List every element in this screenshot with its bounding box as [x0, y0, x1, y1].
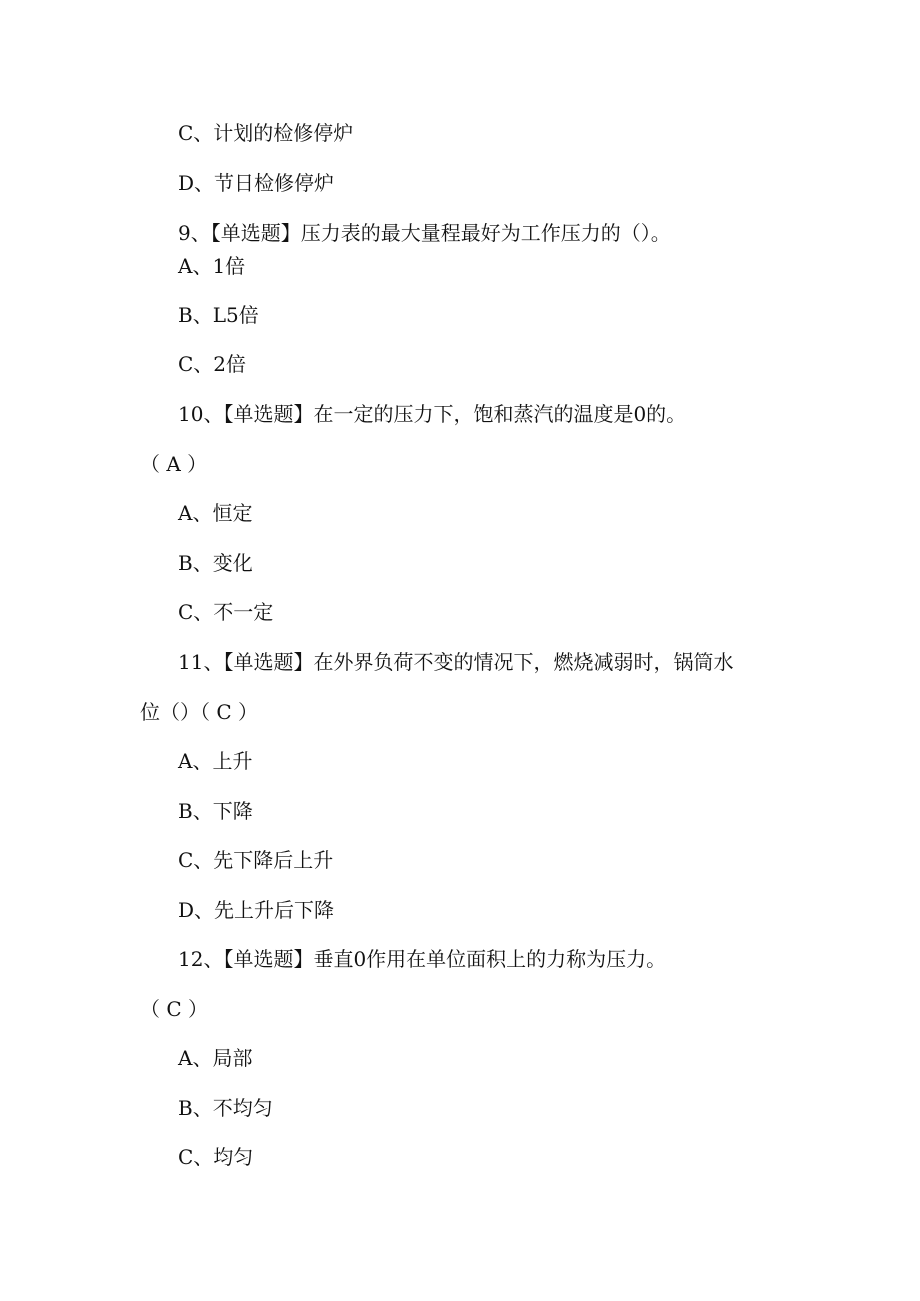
option-line: A、恒定 [178, 501, 253, 525]
option-line: D、节日检修停炉 [178, 171, 335, 195]
option-line: A、局部 [178, 1046, 253, 1070]
option-line: D、先上升后下降 [178, 898, 335, 922]
question-line: 9、【单选题】压力表的最大量程最好为工作压力的（）。 [178, 221, 671, 245]
option-line: B、L5倍 [178, 303, 259, 327]
option-line: C、先下降后上升 [178, 848, 334, 872]
option-line: C、2倍 [178, 352, 247, 376]
option-line: C、均匀 [178, 1145, 254, 1169]
answer-line: （ C ） [140, 997, 209, 1021]
question-line: 12、【单选题】垂直0作用在单位面积上的力称为压力。 [178, 947, 667, 971]
question-line: 11、【单选题】在外界负荷不变的情况下，燃烧减弱时，锅筒水 [178, 650, 734, 674]
option-line: C、计划的检修停炉 [178, 121, 354, 145]
option-line: C、不一定 [178, 600, 274, 624]
option-line: B、下降 [178, 799, 253, 823]
answer-line: （ A ） [140, 452, 208, 476]
option-line: A、上升 [178, 749, 253, 773]
question-continuation: 位（）（ C ） [140, 700, 259, 724]
option-line: B、不均匀 [178, 1096, 273, 1120]
question-line: 10、【单选题】在一定的压力下，饱和蒸汽的温度是0的。 [178, 402, 687, 426]
option-line: A、1倍 [178, 254, 246, 278]
option-line: B、变化 [178, 551, 253, 575]
